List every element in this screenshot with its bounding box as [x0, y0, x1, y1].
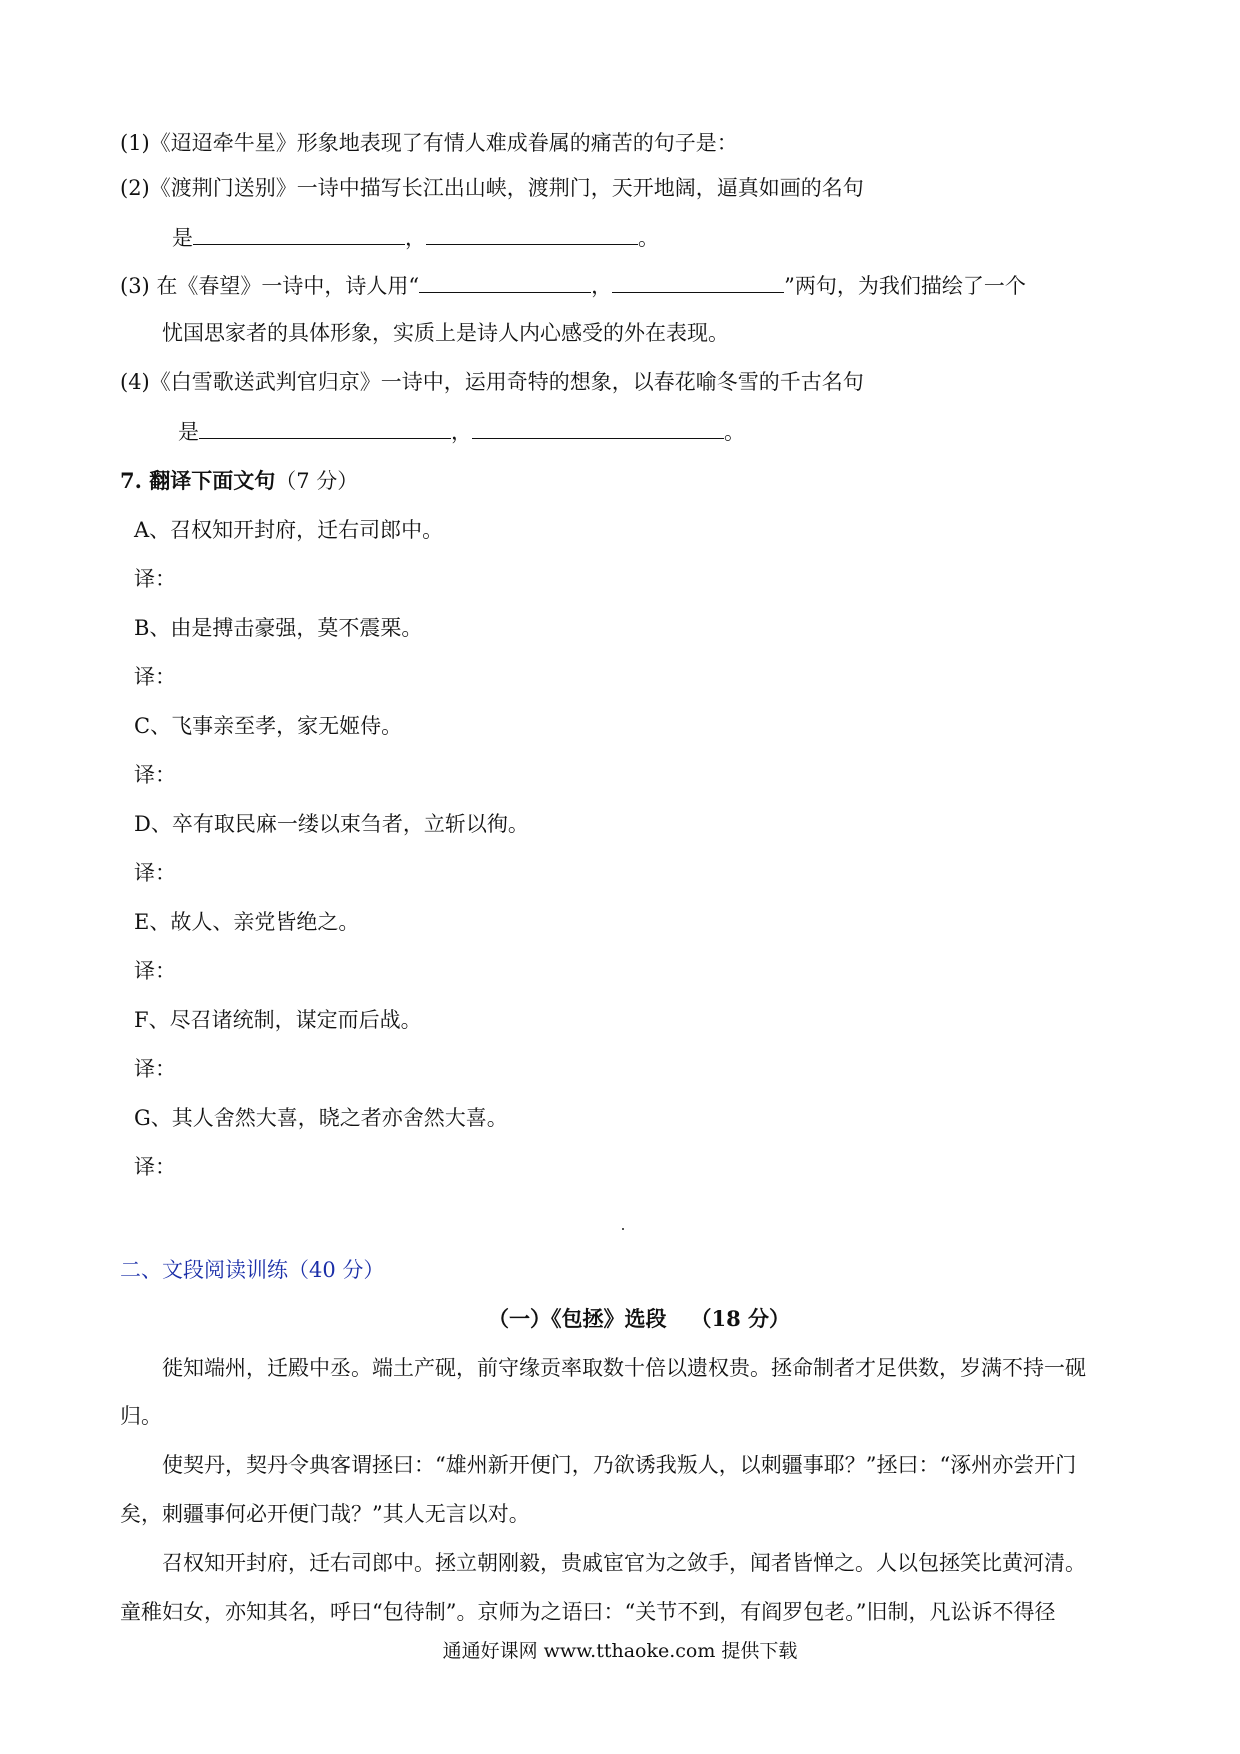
answer-blank-6[interactable]	[472, 416, 724, 439]
answer-separator: ，	[591, 274, 613, 298]
passage-p2-line2: 矣，刺疆事何必开便门哉？”其人无言以对。	[120, 1502, 530, 1526]
translate-label-f: 译：	[134, 1057, 176, 1081]
answer-blank-5[interactable]	[199, 416, 451, 439]
passage-title: （一）《包拯》选段	[488, 1306, 667, 1331]
passage-p1-line2: 归。	[120, 1404, 162, 1428]
answer-prefix: 是	[172, 226, 193, 250]
translate-item-a: A、召权知开封府，迁右司郎中。	[134, 518, 444, 542]
section-2-heading: 二、文段阅读训练（40 分）	[120, 1258, 385, 1282]
translate-label-g: 译：	[134, 1155, 176, 1179]
translate-item-b: B、由是搏击豪强，莫不震栗。	[134, 616, 423, 640]
translate-item-c: C、飞事亲至孝，家无姬侍。	[134, 714, 403, 738]
question-6-2: (2)《渡荆门送别》一诗中描写长江出山峡，渡荆门，天开地阔，逼真如画的名句	[120, 176, 864, 200]
answer-blank-4[interactable]	[612, 270, 784, 293]
translate-item-e: E、故人、亲党皆绝之。	[134, 910, 360, 934]
translate-item-d: D、卒有取民麻一缕以束刍者，立斩以徇。	[134, 812, 529, 836]
passage-p3-line1: 召权知开封府，迁右司郎中。拯立朝刚毅，贵戚宦官为之敛手，闻者皆惮之。人以包拯笑比黄河清。	[162, 1551, 1086, 1575]
answer-prefix: 是	[178, 420, 199, 444]
translate-item-f: F、尽召诸统制，谋定而后战。	[134, 1008, 422, 1032]
question-6-3-prefix: (3) 在《春望》一诗中，诗人用“	[120, 274, 420, 298]
question-7-score: （7 分）	[275, 469, 359, 493]
question-6-3	[120, 270, 1026, 301]
answer-separator: ，	[405, 226, 426, 250]
answer-blank-2[interactable]	[426, 222, 638, 245]
passage-heading	[488, 1304, 790, 1334]
question-6-1: (1)《迢迢牵牛星》形象地表现了有情人难成眷属的痛苦的句子是：	[120, 131, 738, 155]
translate-label-a: 译：	[134, 567, 176, 591]
question-6-2-answer-line	[172, 222, 659, 253]
answer-separator: ，	[451, 420, 472, 444]
answer-end: 。	[638, 226, 659, 250]
page-footer: 通通好课网 www.tthaoke.com 提供下载	[442, 1640, 798, 1662]
passage-p2-line1: 使契丹，契丹令典客谓拯曰：“雄州新开便门，乃欲诱我叛人，以刺疆事耶？”拯曰：“涿州亦尝开门	[162, 1453, 1077, 1477]
translate-label-b: 译：	[134, 665, 176, 689]
question-6-4: (4)《白雪歌送武判官归京》一诗中，运用奇特的想象，以春花喻冬雪的千古名句	[120, 370, 864, 394]
question-6-4-answer-line	[178, 416, 745, 447]
translate-label-d: 译：	[134, 861, 176, 885]
question-6-3-suffix: ”两句，为我们描绘了一个	[784, 274, 1026, 298]
stray-dot	[622, 1228, 624, 1230]
translate-label-c: 译：	[134, 763, 176, 787]
question-7-heading	[120, 466, 358, 496]
answer-blank-1[interactable]	[193, 222, 405, 245]
passage-p3-line2: 童稚妇女，亦知其名，呼曰“包待制”。京师为之语曰：“关节不到，有阎罗包老。”旧制，凡讼诉不得径	[120, 1600, 1056, 1624]
translate-label-e: 译：	[134, 959, 176, 983]
answer-end: 。	[724, 420, 745, 444]
translate-item-g: G、其人舍然大喜，晓之者亦舍然大喜。	[134, 1106, 508, 1130]
question-7-title: 7. 翻译下面文句	[120, 468, 276, 493]
passage-p1-line1: 徙知端州，迁殿中丞。端土产砚，前守缘贡率取数十倍以遗权贵。拯命制者才足供数，岁满不持一砚	[162, 1356, 1086, 1380]
question-6-3-continued: 忧国思家者的具体形象，实质上是诗人内心感受的外在表现。	[162, 321, 729, 345]
passage-score: （18 分）	[690, 1306, 791, 1331]
answer-blank-3[interactable]	[419, 270, 591, 293]
